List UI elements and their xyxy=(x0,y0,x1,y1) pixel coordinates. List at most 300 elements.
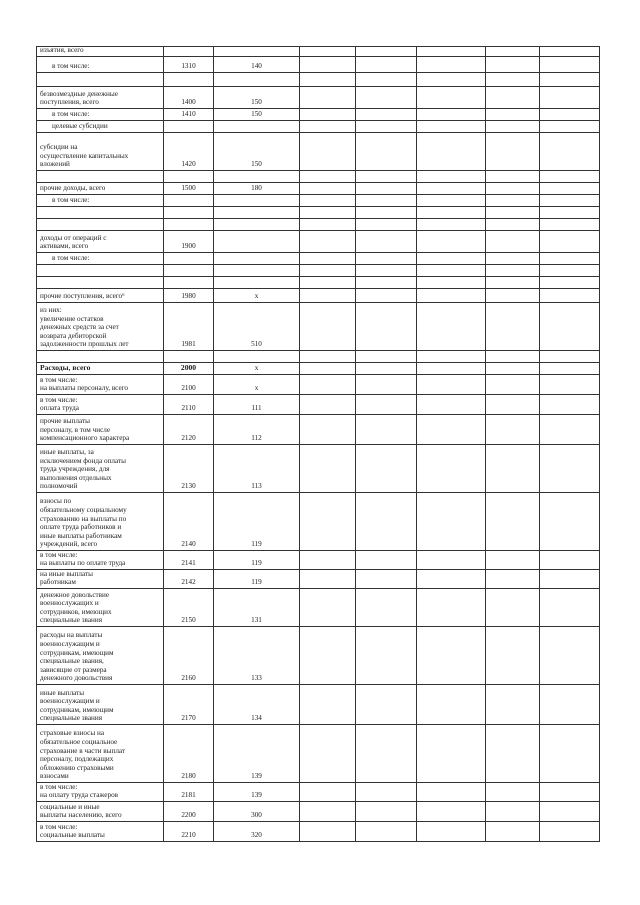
row-kosgu-code xyxy=(213,121,299,132)
row-label: иные выплаты военнослужащим и сотрудникам, имеющим специальные звания xyxy=(40,688,114,723)
table-row xyxy=(36,725,600,783)
value-cell xyxy=(539,351,600,362)
value-cell xyxy=(485,570,539,588)
row-code: 2120 xyxy=(163,415,213,444)
row-kosgu-code xyxy=(213,207,299,218)
value-cell xyxy=(485,415,539,444)
row-label-cell xyxy=(36,73,163,86)
row-kosgu-code xyxy=(213,265,299,276)
table-row xyxy=(36,109,600,121)
value-cell xyxy=(539,415,600,444)
value-cell xyxy=(539,589,600,626)
row-label-cell xyxy=(36,351,163,362)
row-label: безвозмездные денежные поступления, всего xyxy=(40,89,118,107)
row-code: 1420 xyxy=(163,133,213,170)
value-cell xyxy=(416,395,485,414)
value-cell xyxy=(485,231,539,252)
row-label-cell xyxy=(36,121,163,132)
row-kosgu-code: х xyxy=(213,289,299,302)
row-label-cell xyxy=(36,802,163,821)
value-cell xyxy=(485,351,539,362)
value-cell xyxy=(299,289,355,302)
value-cell xyxy=(416,87,485,108)
value-cell xyxy=(416,375,485,394)
row-kosgu-code xyxy=(213,171,299,182)
table-row xyxy=(36,289,600,303)
row-label-cell xyxy=(36,231,163,252)
value-cell xyxy=(299,363,355,374)
value-cell xyxy=(299,783,355,801)
value-cell xyxy=(299,109,355,120)
value-cell xyxy=(539,231,600,252)
table-row xyxy=(36,415,600,445)
row-label: в том числе: оплата труда xyxy=(40,395,79,413)
row-kosgu-code: 139 xyxy=(213,783,299,801)
row-kosgu-code xyxy=(213,231,299,252)
value-cell xyxy=(485,253,539,264)
value-cell xyxy=(299,725,355,782)
row-code xyxy=(163,207,213,218)
value-cell xyxy=(539,551,600,569)
value-cell xyxy=(355,47,416,56)
row-label-cell xyxy=(36,289,163,302)
row-label: взносы по обязательному социальному страхованию на выплаты по оплате труда работников и иные выплаты работникам учреждений, всего xyxy=(40,497,127,549)
row-label: расходы на выплаты военнослужащим и сотрудникам, имеющим специальные звания, зависящие от размера денежного довольствия xyxy=(40,631,114,683)
value-cell xyxy=(416,57,485,72)
value-cell xyxy=(299,133,355,170)
row-code: 1980 xyxy=(163,289,213,302)
value-cell xyxy=(485,109,539,120)
value-cell xyxy=(539,375,600,394)
row-kosgu-code xyxy=(213,253,299,264)
value-cell xyxy=(299,802,355,821)
value-cell xyxy=(416,415,485,444)
value-cell xyxy=(299,351,355,362)
value-cell xyxy=(539,445,600,492)
value-cell xyxy=(539,73,600,86)
value-cell xyxy=(485,783,539,801)
value-cell xyxy=(485,195,539,206)
value-cell xyxy=(539,171,600,182)
value-cell xyxy=(416,265,485,276)
row-label-cell xyxy=(36,445,163,492)
value-cell xyxy=(485,133,539,170)
value-cell xyxy=(416,171,485,182)
value-cell xyxy=(299,121,355,132)
value-cell xyxy=(416,363,485,374)
value-cell xyxy=(485,822,539,841)
value-cell xyxy=(416,303,485,350)
row-kosgu-code: 119 xyxy=(213,551,299,569)
budget-table xyxy=(36,46,600,842)
row-kosgu-code: 111 xyxy=(213,395,299,414)
value-cell xyxy=(355,822,416,841)
table-row xyxy=(36,46,600,57)
row-code xyxy=(163,219,213,230)
table-row xyxy=(36,121,600,133)
table-row xyxy=(36,589,600,627)
value-cell xyxy=(299,570,355,588)
row-label: прочие доходы, всего xyxy=(40,184,106,193)
row-kosgu-code: 140 xyxy=(213,57,299,72)
value-cell xyxy=(299,415,355,444)
value-cell xyxy=(485,73,539,86)
value-cell xyxy=(539,725,600,782)
value-cell xyxy=(355,627,416,684)
row-code: 2130 xyxy=(163,445,213,492)
value-cell xyxy=(416,570,485,588)
value-cell xyxy=(485,121,539,132)
row-code: 1900 xyxy=(163,231,213,252)
row-kosgu-code: 112 xyxy=(213,415,299,444)
row-kosgu-code xyxy=(213,47,299,56)
row-label-cell xyxy=(36,207,163,218)
value-cell xyxy=(299,219,355,230)
value-cell xyxy=(539,183,600,194)
value-cell xyxy=(485,363,539,374)
row-kosgu-code: 139 xyxy=(213,725,299,782)
value-cell xyxy=(485,395,539,414)
table-row xyxy=(36,87,600,109)
row-kosgu-code xyxy=(213,277,299,288)
row-label-cell xyxy=(36,109,163,120)
row-kosgu-code: 150 xyxy=(213,109,299,120)
value-cell xyxy=(299,87,355,108)
row-label: иные выплаты, за исключением фонда оплаты труда учреждения, для выполнения отдельных полномочий xyxy=(40,448,126,491)
row-kosgu-code: 131 xyxy=(213,589,299,626)
row-label-cell xyxy=(36,277,163,288)
value-cell xyxy=(485,685,539,724)
value-cell xyxy=(485,375,539,394)
value-cell xyxy=(485,47,539,56)
row-kosgu-code: 180 xyxy=(213,183,299,194)
row-label-cell xyxy=(36,725,163,782)
value-cell xyxy=(355,289,416,302)
value-cell xyxy=(416,133,485,170)
value-cell xyxy=(539,570,600,588)
row-kosgu-code: 320 xyxy=(213,822,299,841)
value-cell xyxy=(299,183,355,194)
value-cell xyxy=(539,627,600,684)
row-code xyxy=(163,277,213,288)
value-cell xyxy=(299,57,355,72)
row-code xyxy=(163,265,213,276)
row-label: в том числе: xyxy=(52,254,90,263)
value-cell xyxy=(416,493,485,550)
row-code: 2000 xyxy=(163,363,213,374)
value-cell xyxy=(299,231,355,252)
value-cell xyxy=(485,265,539,276)
row-label: в том числе: на выплаты по оплате труда xyxy=(40,550,126,568)
value-cell xyxy=(355,351,416,362)
value-cell xyxy=(355,725,416,782)
value-cell xyxy=(299,395,355,414)
table-row xyxy=(36,219,600,231)
value-cell xyxy=(485,277,539,288)
table-row xyxy=(36,493,600,551)
row-label-cell xyxy=(36,219,163,230)
row-code xyxy=(163,253,213,264)
value-cell xyxy=(485,289,539,302)
row-label-cell xyxy=(36,133,163,170)
value-cell xyxy=(485,551,539,569)
row-label: прочие поступления, всего⁶ xyxy=(40,292,125,301)
value-cell xyxy=(355,265,416,276)
row-label-cell xyxy=(36,375,163,394)
value-cell xyxy=(416,351,485,362)
value-cell xyxy=(539,822,600,841)
value-cell xyxy=(355,802,416,821)
value-cell xyxy=(485,207,539,218)
value-cell xyxy=(355,121,416,132)
table-row xyxy=(36,183,600,195)
value-cell xyxy=(485,589,539,626)
row-label-cell xyxy=(36,415,163,444)
value-cell xyxy=(355,219,416,230)
value-cell xyxy=(416,109,485,120)
row-label-cell xyxy=(36,183,163,194)
row-label: прочие выплаты персоналу, в том числе компенсационного характера xyxy=(40,417,130,443)
value-cell xyxy=(539,207,600,218)
value-cell xyxy=(416,231,485,252)
value-cell xyxy=(539,195,600,206)
row-label: в том числе: xyxy=(52,110,90,119)
value-cell xyxy=(355,277,416,288)
row-kosgu-code xyxy=(213,351,299,362)
value-cell xyxy=(416,253,485,264)
row-label: в том числе: социальные выплаты xyxy=(40,822,105,840)
table-row xyxy=(36,265,600,277)
value-cell xyxy=(416,277,485,288)
value-cell xyxy=(416,822,485,841)
row-kosgu-code xyxy=(213,195,299,206)
value-cell xyxy=(299,277,355,288)
value-cell xyxy=(416,73,485,86)
value-cell xyxy=(416,627,485,684)
value-cell xyxy=(539,109,600,120)
row-code: 2210 xyxy=(163,822,213,841)
table-row xyxy=(36,277,600,289)
value-cell xyxy=(416,589,485,626)
value-cell xyxy=(485,183,539,194)
table-row xyxy=(36,822,600,842)
row-label-cell xyxy=(36,589,163,626)
table-row xyxy=(36,627,600,685)
row-kosgu-code: 300 xyxy=(213,802,299,821)
value-cell xyxy=(539,47,600,56)
value-cell xyxy=(485,445,539,492)
table-row xyxy=(36,551,600,570)
table-row xyxy=(36,231,600,253)
value-cell xyxy=(355,570,416,588)
row-code: 2200 xyxy=(163,802,213,821)
row-label-cell xyxy=(36,363,163,374)
value-cell xyxy=(416,47,485,56)
row-code: 1310 xyxy=(163,57,213,72)
value-cell xyxy=(299,551,355,569)
value-cell xyxy=(485,87,539,108)
value-cell xyxy=(299,822,355,841)
value-cell xyxy=(299,303,355,350)
row-code: 2100 xyxy=(163,375,213,394)
value-cell xyxy=(539,395,600,414)
value-cell xyxy=(416,685,485,724)
row-kosgu-code: 510 xyxy=(213,303,299,350)
row-code: 1410 xyxy=(163,109,213,120)
value-cell xyxy=(416,183,485,194)
value-cell xyxy=(485,627,539,684)
value-cell xyxy=(355,253,416,264)
value-cell xyxy=(355,183,416,194)
row-label: Расходы, всего xyxy=(40,363,91,373)
value-cell xyxy=(485,219,539,230)
row-label: социальные и иные выплаты населению, всего xyxy=(40,802,122,820)
value-cell xyxy=(299,207,355,218)
row-code xyxy=(163,195,213,206)
value-cell xyxy=(416,783,485,801)
value-cell xyxy=(539,802,600,821)
value-cell xyxy=(299,47,355,56)
value-cell xyxy=(485,303,539,350)
table-row xyxy=(36,171,600,183)
row-label-cell xyxy=(36,195,163,206)
row-code: 2142 xyxy=(163,570,213,588)
row-label-cell xyxy=(36,57,163,72)
row-label: денежное довольствие военнослужащих и сотрудников, имеющих специальные звания xyxy=(40,590,112,625)
value-cell xyxy=(539,121,600,132)
value-cell xyxy=(299,589,355,626)
row-label-cell xyxy=(36,253,163,264)
row-kosgu-code: 119 xyxy=(213,570,299,588)
row-label-cell xyxy=(36,171,163,182)
value-cell xyxy=(539,289,600,302)
row-label: на иные выплаты работникам xyxy=(40,569,93,587)
row-kosgu-code: 134 xyxy=(213,685,299,724)
table-row xyxy=(36,133,600,171)
value-cell xyxy=(539,87,600,108)
row-code: 1400 xyxy=(163,87,213,108)
row-label: из них: увеличение остатков денежных средств за счет возврата дебиторской задолженности прошлых лет xyxy=(40,306,129,349)
row-code: 2160 xyxy=(163,627,213,684)
value-cell xyxy=(355,133,416,170)
table-row xyxy=(36,351,600,363)
row-kosgu-code xyxy=(213,219,299,230)
value-cell xyxy=(355,363,416,374)
row-label-cell xyxy=(36,783,163,801)
row-code xyxy=(163,171,213,182)
value-cell xyxy=(416,551,485,569)
value-cell xyxy=(355,415,416,444)
row-code: 2141 xyxy=(163,551,213,569)
row-label-cell xyxy=(36,570,163,588)
table-row xyxy=(36,303,600,351)
row-label: в том числе: xyxy=(52,196,90,205)
value-cell xyxy=(539,57,600,72)
row-label-cell xyxy=(36,395,163,414)
value-cell xyxy=(539,219,600,230)
row-kosgu-code: 150 xyxy=(213,87,299,108)
table-row xyxy=(36,195,600,207)
row-label: в том числе: на оплату труда стажеров xyxy=(40,782,119,800)
table-row xyxy=(36,207,600,219)
value-cell xyxy=(355,57,416,72)
value-cell xyxy=(539,133,600,170)
table-row xyxy=(36,802,600,822)
value-cell xyxy=(539,265,600,276)
row-label-cell xyxy=(36,822,163,841)
table-row xyxy=(36,57,600,73)
value-cell xyxy=(299,73,355,86)
value-cell xyxy=(355,375,416,394)
row-code xyxy=(163,121,213,132)
value-cell xyxy=(355,109,416,120)
value-cell xyxy=(416,121,485,132)
row-kosgu-code: 133 xyxy=(213,627,299,684)
value-cell xyxy=(355,445,416,492)
row-label-cell xyxy=(36,627,163,684)
row-label-cell xyxy=(36,265,163,276)
value-cell xyxy=(539,783,600,801)
value-cell xyxy=(539,277,600,288)
value-cell xyxy=(299,253,355,264)
row-label-cell xyxy=(36,493,163,550)
row-kosgu-code xyxy=(213,73,299,86)
value-cell xyxy=(539,493,600,550)
table-row xyxy=(36,363,600,375)
value-cell xyxy=(485,493,539,550)
table-row xyxy=(36,685,600,725)
row-label: субсидии на осуществление капитальных вложений xyxy=(40,143,129,169)
row-code xyxy=(163,47,213,56)
value-cell xyxy=(299,265,355,276)
value-cell xyxy=(485,57,539,72)
value-cell xyxy=(355,551,416,569)
row-code: 2170 xyxy=(163,685,213,724)
value-cell xyxy=(416,445,485,492)
row-label: в том числе: xyxy=(52,62,90,71)
row-kosgu-code: 113 xyxy=(213,445,299,492)
value-cell xyxy=(299,195,355,206)
value-cell xyxy=(539,363,600,374)
table-row xyxy=(36,783,600,802)
value-cell xyxy=(485,171,539,182)
value-cell xyxy=(355,783,416,801)
value-cell xyxy=(355,685,416,724)
value-cell xyxy=(416,219,485,230)
value-cell xyxy=(355,73,416,86)
value-cell xyxy=(299,493,355,550)
value-cell xyxy=(299,375,355,394)
value-cell xyxy=(485,725,539,782)
value-cell xyxy=(355,207,416,218)
row-label: изъятия, всего xyxy=(40,46,84,55)
row-code: 2110 xyxy=(163,395,213,414)
row-code: 2180 xyxy=(163,725,213,782)
value-cell xyxy=(539,685,600,724)
row-label: доходы от операций с активами, всего xyxy=(40,233,107,251)
table-row xyxy=(36,395,600,415)
value-cell xyxy=(355,395,416,414)
row-label-cell xyxy=(36,685,163,724)
row-code: 2150 xyxy=(163,589,213,626)
value-cell xyxy=(416,289,485,302)
row-code: 1981 xyxy=(163,303,213,350)
value-cell xyxy=(416,802,485,821)
value-cell xyxy=(355,231,416,252)
row-kosgu-code: х xyxy=(213,375,299,394)
value-cell xyxy=(299,685,355,724)
value-cell xyxy=(416,195,485,206)
